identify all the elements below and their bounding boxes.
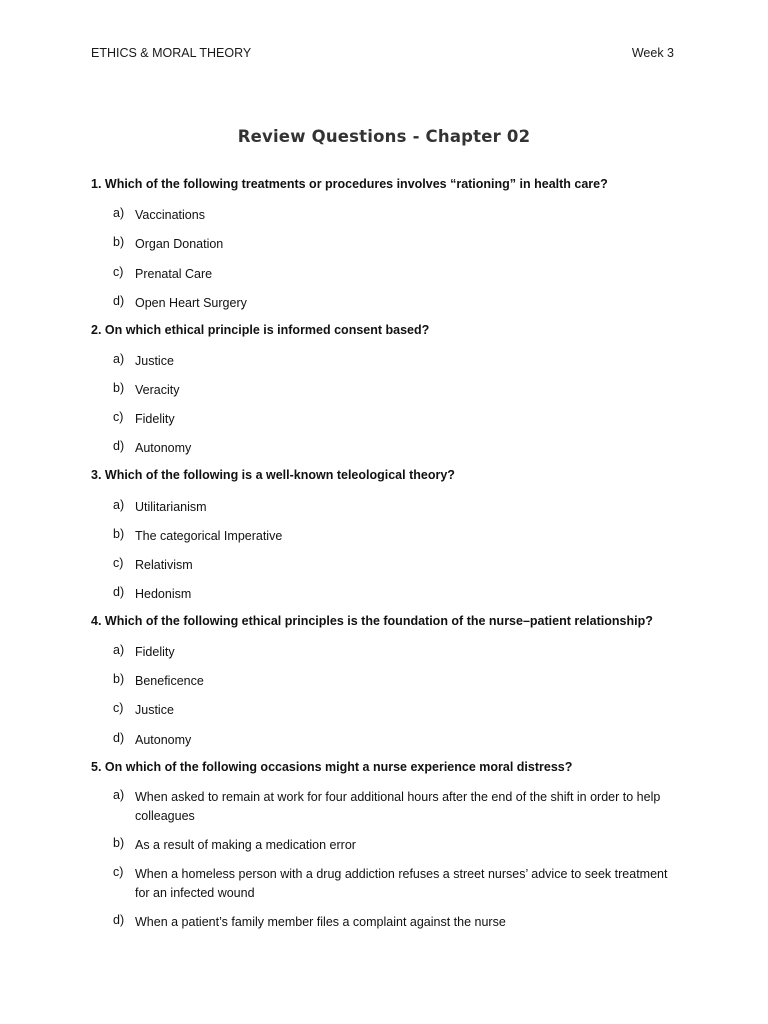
option-text: Justice — [135, 703, 174, 717]
header-week: Week 3 — [631, 46, 674, 60]
option-text: Autonomy — [135, 441, 192, 455]
option-text: Fidelity — [135, 645, 175, 659]
option-text: Relativism — [135, 558, 193, 572]
question-2-text: 2. On which ethical principle is informed consent based? — [91, 323, 430, 337]
option-text: Organ Donation — [135, 237, 224, 251]
option-text: When a homeless person with a drug addiction refuses a street nurses’ advice to seek treatment for an infected wound — [135, 867, 668, 900]
option-text: Vaccinations — [135, 208, 205, 222]
option-letter: b) — [113, 836, 125, 850]
page-title: Review Questions - Chapter 02 — [237, 127, 531, 146]
option-letter: b) — [113, 235, 125, 249]
option-text: As a result of making a medication error — [135, 838, 356, 852]
question-4-text: 4. Which of the following ethical principles is the foundation of the nurse–patient relationship? — [91, 614, 653, 628]
option-text: Utilitarianism — [135, 500, 207, 514]
option-text: When a patient’s family member files a complaint against the nurse — [135, 915, 506, 929]
option-text: Prenatal Care — [135, 267, 213, 281]
option-text: Veracity — [135, 383, 180, 397]
option-letter: b) — [113, 672, 125, 686]
option-letter: c) — [113, 265, 124, 279]
question-3-text: 3. Which of the following is a well-known teleological theory? — [91, 468, 455, 482]
option-letter: a) — [113, 788, 125, 802]
option-letter: c) — [113, 556, 124, 570]
option-letter: d) — [113, 294, 125, 308]
option-text: The categorical Imperative — [135, 529, 283, 543]
option-letter: c) — [113, 865, 124, 879]
option-letter: a) — [113, 643, 125, 657]
option-letter: b) — [113, 527, 125, 541]
option-letter: d) — [113, 913, 125, 927]
option-text: Justice — [135, 354, 174, 368]
option-text: Fidelity — [135, 412, 175, 426]
option-letter: c) — [113, 701, 124, 715]
option-letter: b) — [113, 381, 125, 395]
option-text: Open Heart Surgery — [135, 296, 247, 310]
option-letter: d) — [113, 439, 125, 453]
option-letter: a) — [113, 352, 125, 366]
question-5-text: 5. On which of the following occasions might a nurse experience moral distress? — [91, 760, 573, 774]
option-letter: a) — [113, 498, 125, 512]
page-header — [91, 46, 674, 64]
header-course-title: ETHICS & MORAL THEORY — [91, 46, 252, 60]
option-text: Hedonism — [135, 587, 192, 601]
question-1-text: 1. Which of the following treatments or procedures involves “rationing” in health care? — [91, 177, 608, 191]
option-text: Autonomy — [135, 733, 192, 747]
option-text: When asked to remain at work for four additional hours after the end of the shift in order to help colleagues — [135, 790, 661, 823]
option-text: Beneficence — [135, 674, 204, 688]
option-letter: d) — [113, 731, 125, 745]
option-letter: a) — [113, 206, 125, 220]
option-letter: d) — [113, 585, 125, 599]
option-letter: c) — [113, 410, 124, 424]
